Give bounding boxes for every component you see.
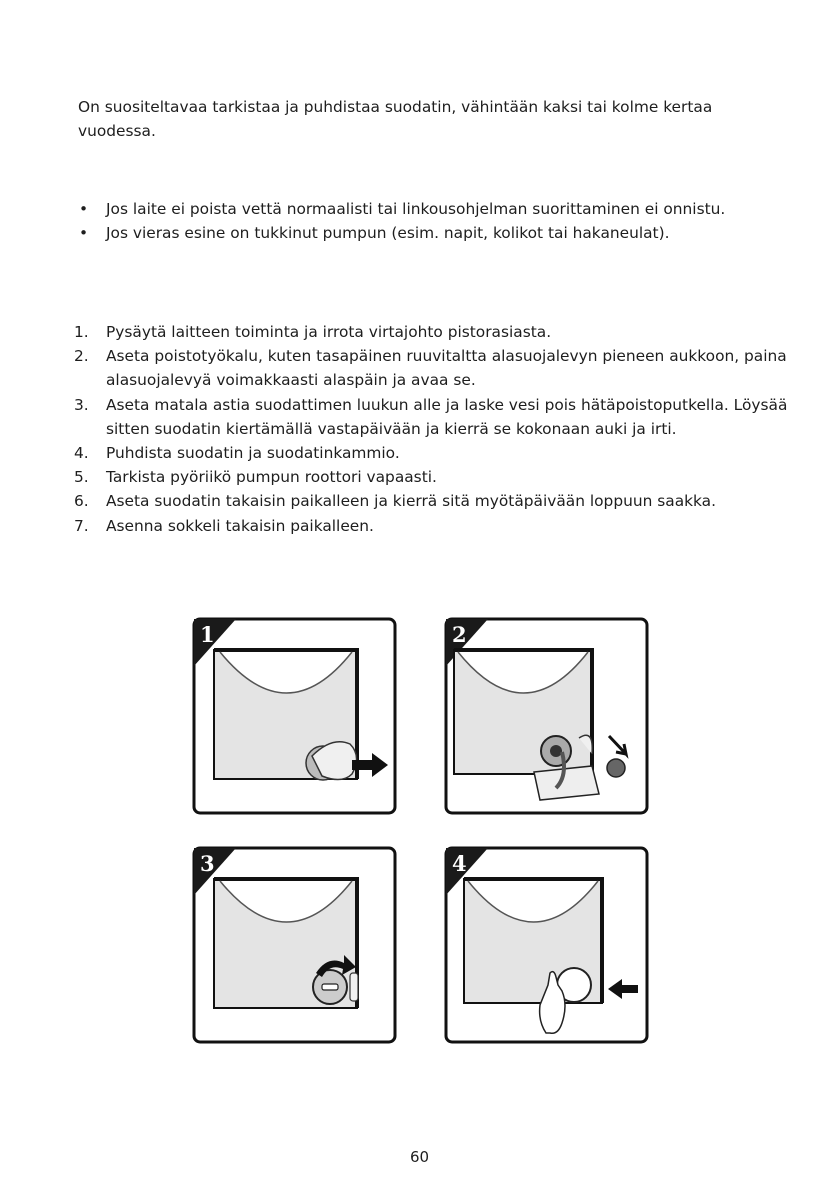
step-text: Aseta poistotyökalu, kuten tasapäinen ruuvitaltta alasuojalevyn pieneen aukkoon, paina alasuojalevyä voimakkaasti alaspäin ja avaa se. [106, 347, 787, 390]
illustration-step-3 [192, 845, 397, 1045]
step-number: 2. [74, 347, 89, 366]
instruction-steps [74, 320, 794, 538]
step-number: 4. [74, 444, 89, 463]
illustration-step-2 [444, 616, 649, 816]
step-text: Tarkista pyöriikö pumpun roottori vapaasti. [106, 468, 437, 487]
step-text: Puhdista suodatin ja suodatinkammio. [106, 444, 400, 463]
step-item [74, 320, 794, 344]
step-item [74, 489, 794, 513]
page-number: 60 [409, 1148, 430, 1166]
step-item [74, 441, 794, 465]
drain-plug-icon [607, 759, 625, 777]
step-badge-number: 2 [452, 622, 467, 647]
step-item [74, 465, 794, 489]
step-number: 6. [74, 492, 89, 511]
step-number: 5. [74, 468, 89, 487]
step-item [74, 514, 794, 538]
step-number: 3. [74, 395, 89, 414]
step-item [74, 344, 794, 392]
step-item [74, 393, 794, 441]
step-text: Pysäytä laitteen toiminta ja irrota virtajohto pistorasiasta. [106, 323, 552, 341]
step-text: Aseta suodatin takaisin paikalleen ja kierrä sitä myötäpäivään loppuun saakka. [106, 492, 717, 511]
illustration-step-1 [192, 616, 397, 816]
bullet-item: • Jos laite ei poista vettä normaalisti tai linkousohjelman suorittaminen ei onnistu. [78, 197, 778, 221]
step-number: 7. [74, 516, 89, 535]
step-badge-number: 1 [200, 622, 215, 647]
condition-list [78, 197, 778, 245]
bullet-item: • Jos vieras esine on tukkinut pumpun (esim. napit, kolikot tai hakaneulat). [78, 221, 778, 245]
step-number: 1. [74, 323, 89, 341]
drain-tray [534, 766, 599, 800]
step-text: Aseta matala astia suodattimen luukun alle ja laske vesi pois hätäpoistoputkella. Löysää sitten suodatin kiertämällä vastapäivään ja kierrä se kokonaan auki ja irti. [106, 395, 788, 438]
intro-paragraph: On suositeltavaa tarkistaa ja puhdistaa suodatin, vähintään kaksi tai kolme kertaa vuodessa. [78, 98, 713, 140]
illustration-step-4 [444, 845, 649, 1045]
step-badge-number: 4 [452, 851, 467, 876]
step-badge-number: 3 [200, 851, 215, 876]
step-text: Asenna sokkeli takaisin paikalleen. [106, 516, 374, 535]
